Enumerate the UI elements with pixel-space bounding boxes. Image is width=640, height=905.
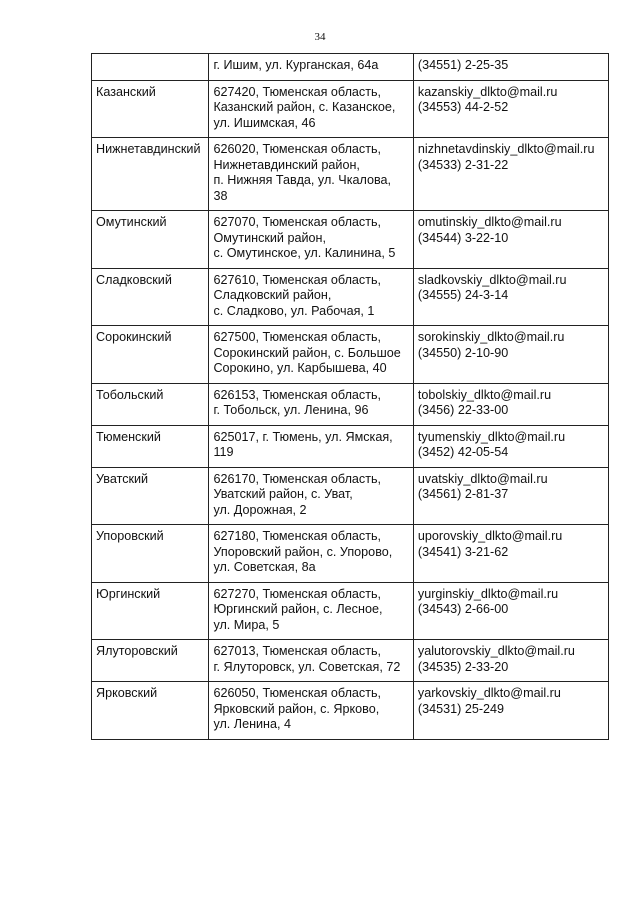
district-name: Сладковский — [96, 272, 172, 287]
district-cell — [92, 425, 209, 467]
address-line: 627070, Тюменская область, — [213, 215, 382, 229]
district-cell — [92, 467, 209, 525]
email-address: omutinskiy_dlkto@mail.ru — [417, 215, 562, 229]
contact-cell — [413, 268, 608, 326]
address-line: 119 — [213, 445, 234, 459]
contact-cell — [413, 138, 608, 211]
table-row — [92, 383, 609, 425]
phone-number: (34550) 2-10-90 — [417, 345, 509, 360]
address-line: 626050, Тюменская область, — [213, 686, 382, 700]
phone-number: (3456) 22-33-00 — [417, 403, 509, 417]
address-line: г. Тобольск, ул. Ленина, 96 — [213, 403, 369, 417]
address-line: Сорокинский район, с. Большое — [213, 345, 401, 360]
page-number: 34 — [314, 31, 326, 43]
address-cell — [209, 326, 413, 384]
address-line: 627270, Тюменская область, — [213, 586, 382, 601]
email-address: tyumenskiy_dlkto@mail.ru — [417, 429, 566, 444]
address-line: ул. Ишимская, 46 — [213, 115, 316, 130]
address-line: ул. Ленина, 4 — [213, 717, 292, 731]
address-cell — [209, 640, 413, 682]
district-cell — [92, 640, 209, 682]
district-name: Упоровский — [96, 529, 164, 543]
address-cell — [209, 80, 413, 138]
contact-cell — [413, 54, 608, 81]
address-cell — [209, 425, 413, 467]
address-line: г. Ялуторовск, ул. Советская, 72 — [213, 659, 401, 674]
address-line: 625017, г. Тюмень, ул. Ямская, — [213, 429, 393, 444]
contact-cell — [413, 211, 608, 269]
address-line: с. Сладково, ул. Рабочая, 1 — [213, 303, 375, 318]
table-row — [92, 525, 609, 583]
district-cell — [92, 138, 209, 211]
district-name: Уватский — [96, 471, 149, 486]
address-cell — [209, 682, 413, 740]
address-line: ул. Советская, 8а — [213, 560, 316, 574]
email-address: nizhnetavdinskiy_dlkto@mail.ru — [417, 142, 595, 156]
address-line: 626020, Тюменская область, — [213, 142, 382, 156]
district-name: Казанский — [96, 84, 156, 99]
contacts-table — [91, 53, 609, 740]
email-address: yarkovskiy_dlkto@mail.ru — [417, 686, 561, 700]
district-name: Ялуторовский — [96, 644, 178, 658]
district-name: Юргинский — [96, 586, 161, 601]
address-line: п. Нижняя Тавда, ул. Чкалова, — [213, 173, 392, 187]
phone-number: (34561) 2-81-37 — [417, 487, 509, 501]
district-name: Тобольский — [96, 387, 164, 402]
address-line: 626153, Тюменская область, — [213, 387, 382, 402]
table-row — [92, 211, 609, 269]
address-line: 627420, Тюменская область, — [213, 84, 382, 99]
address-cell — [209, 383, 413, 425]
table-row — [92, 425, 609, 467]
district-name: Тюменский — [96, 429, 161, 444]
address-cell — [209, 138, 413, 211]
contact-cell — [413, 682, 608, 740]
district-name: Ярковский — [96, 686, 158, 700]
email-address: sorokinskiy_dlkto@mail.ru — [417, 330, 565, 344]
district-name: Омутинский — [96, 215, 167, 229]
district-cell — [92, 525, 209, 583]
phone-number: (3452) 42-05-54 — [417, 445, 509, 459]
email-address: sladkovskiy_dlkto@mail.ru — [417, 272, 567, 287]
district-cell — [92, 268, 209, 326]
district-cell — [92, 682, 209, 740]
address-line: Нижнетавдинский район, — [213, 157, 360, 172]
address-line: Казанский район, с. Казанское, — [213, 100, 396, 114]
district-cell — [92, 54, 209, 81]
table-row — [92, 682, 609, 740]
table-row — [92, 467, 609, 525]
district-cell — [92, 383, 209, 425]
email-address: yurginskiy_dlkto@mail.ru — [417, 586, 559, 601]
address-line: Сладковский район, — [213, 288, 332, 302]
email-address: yalutorovskiy_dlkto@mail.ru — [417, 644, 575, 658]
district-cell — [92, 582, 209, 640]
email-address: uporovskiy_dlkto@mail.ru — [417, 529, 563, 543]
address-line: Ярковский район, с. Ярково, — [213, 701, 380, 716]
contact-cell — [413, 383, 608, 425]
table-row — [92, 138, 609, 211]
address-line: 627610, Тюменская область, — [213, 272, 382, 287]
table-row — [92, 54, 609, 81]
contact-cell — [413, 425, 608, 467]
address-line: с. Омутинское, ул. Калинина, 5 — [213, 246, 396, 260]
address-line: Уватский район, с. Уват, — [213, 487, 353, 501]
table-row — [92, 268, 609, 326]
table-row — [92, 326, 609, 384]
contact-cell — [413, 467, 608, 525]
contact-cell — [413, 525, 608, 583]
address-line: ул. Мира, 5 — [213, 617, 280, 632]
address-line: 626170, Тюменская область, — [213, 471, 382, 486]
phone-number: (34535) 2-33-20 — [417, 659, 509, 674]
district-cell — [92, 326, 209, 384]
address-line: Сорокино, ул. Карбышева, 40 — [213, 361, 387, 375]
district-name: Сорокинский — [96, 330, 172, 344]
address-line: 627500, Тюменская область, — [213, 330, 382, 344]
phone-number: (34541) 3-21-62 — [417, 544, 509, 559]
address-line: Юргинский район, с. Лесное, — [213, 602, 383, 616]
table-row — [92, 640, 609, 682]
phone-number: (34543) 2-66-00 — [417, 602, 509, 616]
contact-cell — [413, 80, 608, 138]
phone-number: (34551) 2-25-35 — [417, 58, 509, 72]
address-cell — [209, 54, 413, 81]
district-cell — [92, 211, 209, 269]
address-cell — [209, 211, 413, 269]
address-cell — [209, 582, 413, 640]
phone-number: (34531) 25-249 — [417, 701, 505, 716]
address-line: 38 — [213, 188, 228, 203]
phone-number: (34555) 24-3-14 — [417, 288, 509, 302]
contact-cell — [413, 582, 608, 640]
table-row — [92, 582, 609, 640]
address-line: Омутинский район, — [213, 230, 326, 245]
address-line: ул. Дорожная, 2 — [213, 502, 307, 517]
phone-number: (34553) 44-2-52 — [417, 100, 509, 114]
address-cell — [209, 525, 413, 583]
phone-number: (34544) 3-22-10 — [417, 230, 509, 245]
district-cell — [92, 80, 209, 138]
email-address: tobolskiy_dlkto@mail.ru — [417, 387, 552, 402]
district-name: Нижнетавдинский — [96, 142, 201, 156]
contact-cell — [413, 326, 608, 384]
address-line: 627180, Тюменская область, — [213, 529, 382, 543]
table-row — [92, 80, 609, 138]
table-body — [92, 54, 609, 740]
email-address: uvatskiy_dlkto@mail.ru — [417, 471, 548, 486]
address-line: 627013, Тюменская область, — [213, 644, 382, 658]
address-line: г. Ишим, ул. Курганская, 64а — [213, 58, 379, 72]
phone-number: (34533) 2-31-22 — [417, 157, 509, 172]
address-cell — [209, 467, 413, 525]
email-address: kazanskiy_dlkto@mail.ru — [417, 84, 558, 99]
address-cell — [209, 268, 413, 326]
address-line: Упоровский район, с. Упорово, — [213, 544, 393, 559]
contact-cell — [413, 640, 608, 682]
